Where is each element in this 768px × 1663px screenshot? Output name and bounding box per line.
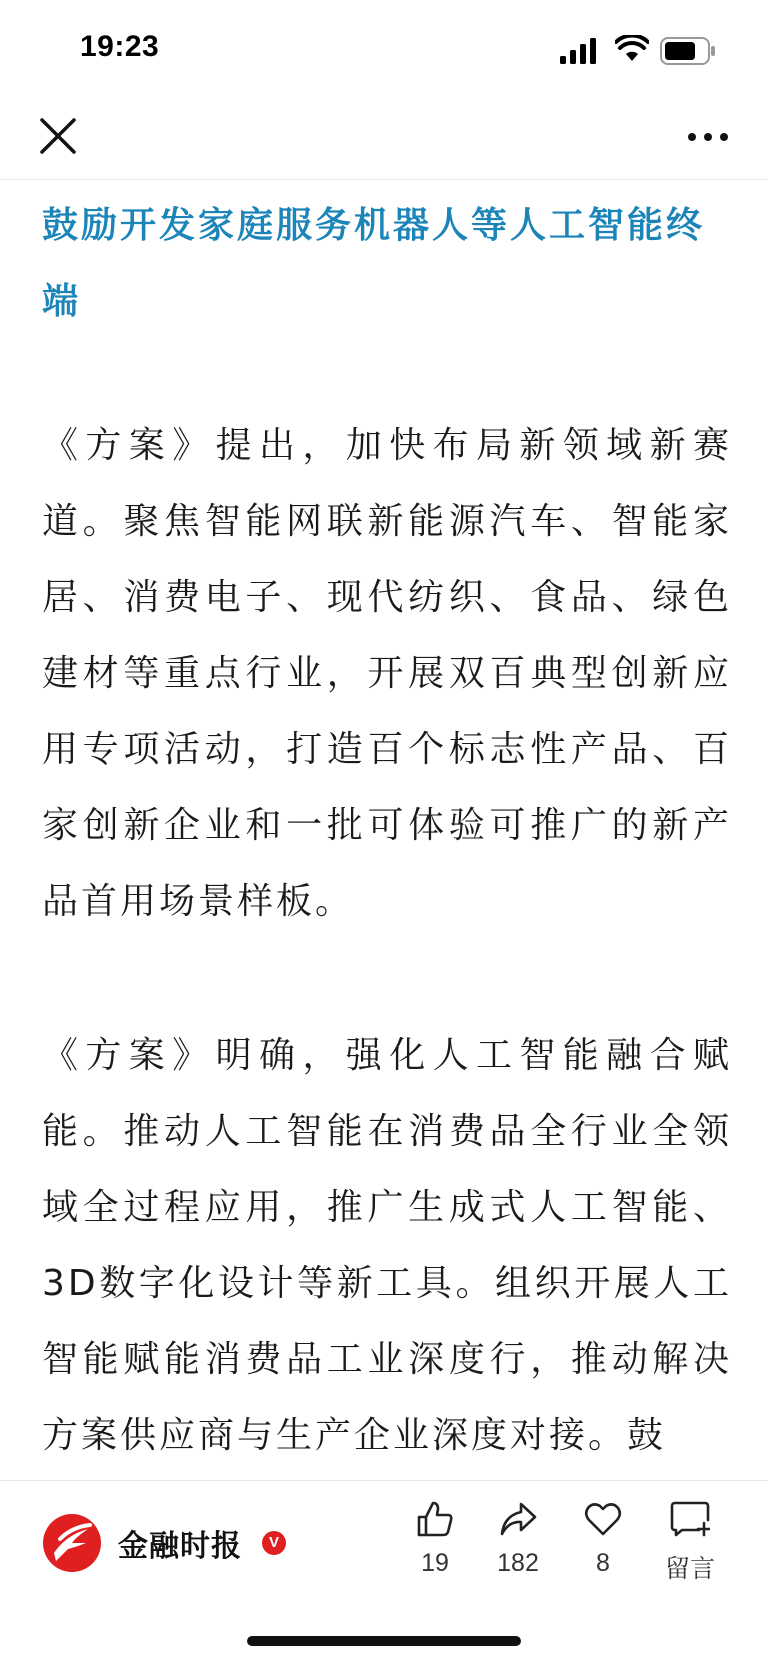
thumbs-up-icon: [415, 1499, 455, 1539]
verified-badge: V: [262, 1531, 286, 1555]
more-icon: [686, 122, 730, 152]
source-name[interactable]: 金融时报: [118, 1529, 242, 1564]
status-bar: [0, 0, 768, 100]
home-indicator[interactable]: [247, 1636, 521, 1646]
article-paragraph: 《方案》提出，加快布局新领域新赛道。聚焦智能网联新能源汽车、智能家居、消费电子、现代纺织、食品、绿色建材等重点行业，开展双百典型创新应用专项活动，打造百个标志性产品、百家创新企业和一批可体验可推广的新产品首用场景样板。: [42, 425, 732, 922]
close-icon: [36, 114, 80, 158]
wifi-icon: [615, 35, 649, 63]
nav-bar: [0, 100, 768, 180]
article-paragraph: 《方案》明确，强化人工智能融合赋能。推动人工智能在消费品全行业全领域全过程应用，推广生成式人工智能、3D数字化设计等新工具。组织开展人工智能赋能消费品工业深度行，推动解决方案供应商与生产企业深度对接。鼓: [42, 1035, 732, 1456]
article-heading: 鼓励开发家庭服务机器人等人工智能终端: [42, 205, 706, 322]
logo-icon[interactable]: [42, 1513, 102, 1573]
comment-label: 留言: [664, 1555, 715, 1583]
share-arrow-icon: [498, 1499, 538, 1539]
article-body: [42, 180, 732, 1480]
more-button[interactable]: [686, 122, 730, 152]
close-button[interactable]: [36, 114, 80, 158]
share-button[interactable]: [478, 1499, 558, 1589]
like-button[interactable]: [395, 1499, 475, 1589]
status-time: 19:23: [80, 30, 160, 63]
comment-button[interactable]: [650, 1499, 730, 1589]
bottom-toolbar: [0, 1480, 768, 1663]
favorite-button[interactable]: [563, 1499, 643, 1589]
signal-icon: [560, 38, 598, 64]
heart-icon: [583, 1499, 623, 1539]
battery-icon: [660, 37, 716, 65]
favorite-count: 8: [596, 1549, 610, 1577]
share-count: 182: [497, 1549, 539, 1577]
like-count: 19: [421, 1549, 449, 1577]
comment-plus-icon: [670, 1499, 710, 1539]
